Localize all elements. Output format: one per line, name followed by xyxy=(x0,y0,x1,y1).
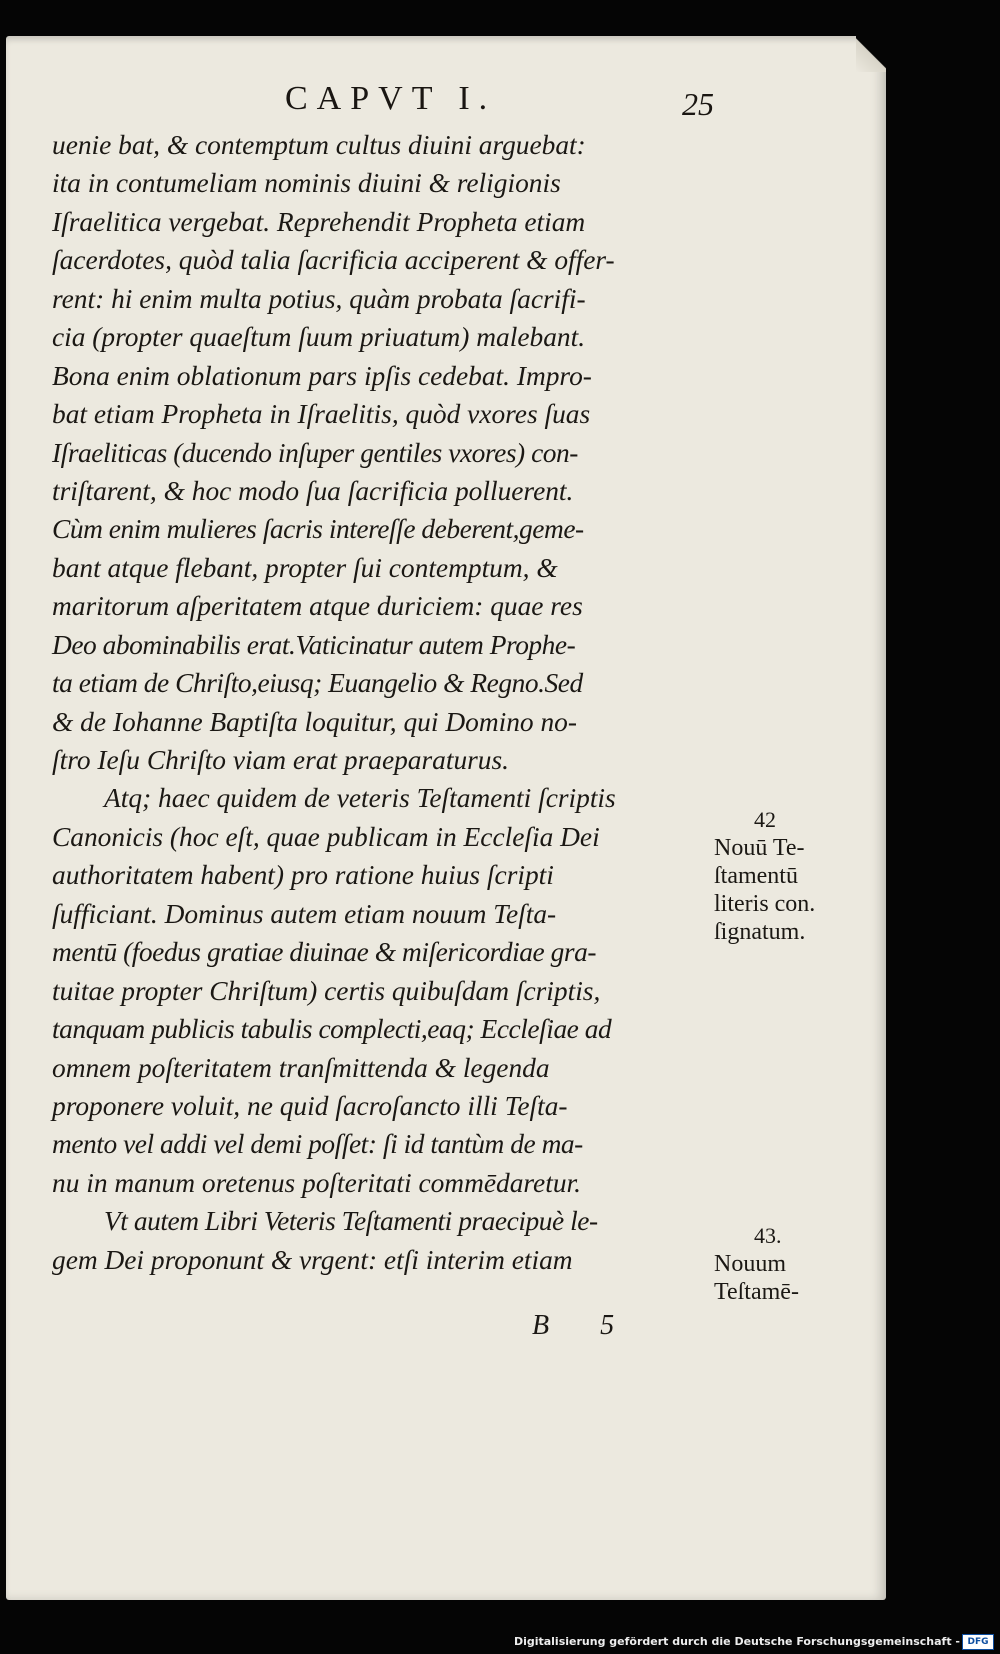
text-line: authoritatem habent) pro ratione huius ſcripti xyxy=(52,860,554,891)
text-line: tanquam publicis tabulis complecti,eaq; Eccleſiae ad xyxy=(52,1014,612,1045)
margin-note-line: Teſtamē- xyxy=(714,1279,799,1305)
text-line: ſacerdotes, quòd talia ſacrificia acciperent & offer- xyxy=(52,245,615,276)
margin-note xyxy=(714,1222,799,1306)
text-line: maritorum aſperitatem atque duriciem: quae res xyxy=(52,591,583,622)
text-line: Atq; haec quidem de veteris Teſtamenti ſcriptis xyxy=(104,783,616,814)
text-line: uenie bat, & contemptum cultus diuini arguebat: xyxy=(52,130,586,160)
text-line: Vt autem Libri Veteris Teſtamenti praecipuè le- xyxy=(104,1206,598,1237)
text-line: & de Iohanne Baptiſta loquitur, qui Domino no- xyxy=(52,706,577,737)
margin-note-line: literis con. xyxy=(714,891,816,917)
text-line: rent: hi enim multa potius, quàm probata ſacrifi- xyxy=(52,283,586,314)
margin-note-line: Nouum xyxy=(714,1251,786,1277)
text-line: Iſraeliticas (ducendo inſuper gentiles vxores) con- xyxy=(52,437,578,468)
margin-note-number: 43. xyxy=(754,1223,782,1248)
signature-mark: B 5 xyxy=(532,1310,637,1341)
text-line: mentū (foedus gratiae diuinae & miſericordiae gra- xyxy=(52,937,596,968)
text-line: ita in contumeliam nominis diuini & religionis xyxy=(52,168,561,199)
running-head: CAPVT I. xyxy=(285,80,497,117)
text-line: Cùm enim mulieres ſacris intereſſe deberent,geme- xyxy=(52,514,584,545)
funding-credit: Digitalisierung gefördert durch die Deutsche Forschungsgemeinschaft - xyxy=(513,1635,960,1648)
body-text xyxy=(52,126,712,1279)
text-line: Bona enim oblationum pars ipſis cedebat. Impro- xyxy=(52,360,592,391)
text-line: Canonicis (hoc eſt, quae publicam in Eccleſia Dei xyxy=(52,821,600,852)
text-line: ta etiam de Chriſto,eiusq; Euangelio & Regno.Sed xyxy=(52,668,583,699)
margin-note xyxy=(714,806,815,946)
text-line: ſtro Ieſu Chriſto viam erat praeparaturus. xyxy=(52,745,510,775)
page-corner-fold xyxy=(856,36,886,72)
text-line: tuitae propter Chriſtum) certis quibuſdam ſcriptis, xyxy=(52,975,601,1006)
text-line: gem Dei proponunt & vrgent: etſi interim etiam xyxy=(52,1244,573,1275)
text-line: proponere voluit, ne quid ſacroſancto illi Teſta- xyxy=(52,1090,568,1121)
text-line: Deo abominabilis erat.Vaticinatur autem Prophe- xyxy=(52,629,576,660)
text-line: nu in manum oretenus poſteritati commēdaretur. xyxy=(52,1167,581,1198)
margin-note-line: Nouū Te- xyxy=(714,835,805,861)
text-line: triſtarent, & hoc modo ſua ſacrificia polluerent. xyxy=(52,475,574,506)
text-line: cia (propter quaeſtum ſuum priuatum) malebant. xyxy=(52,322,586,353)
text-line: mento vel addi vel demi poſſet: ſi id tantùm de ma- xyxy=(52,1129,583,1160)
margin-note-line: ſignatum. xyxy=(714,919,806,945)
text-line: omnem poſteritatem tranſmittenda & legenda xyxy=(52,1052,550,1083)
text-line: bat etiam Propheta in Iſraelitis, quòd vxores ſuas xyxy=(52,399,591,430)
dfg-logo: DFG xyxy=(962,1634,994,1650)
margin-note-number: 42 xyxy=(754,807,776,832)
margin-note-line: ſtamentū xyxy=(714,863,798,889)
page-number: 25 xyxy=(682,86,714,122)
text-line: Iſraelitica vergebat. Reprehendit Propheta etiam xyxy=(52,206,586,237)
text-line: bant atque flebant, propter ſui contemptum, & xyxy=(52,552,558,583)
text-line: ſufficiant. Dominus autem etiam nouum Teſta- xyxy=(52,898,557,929)
